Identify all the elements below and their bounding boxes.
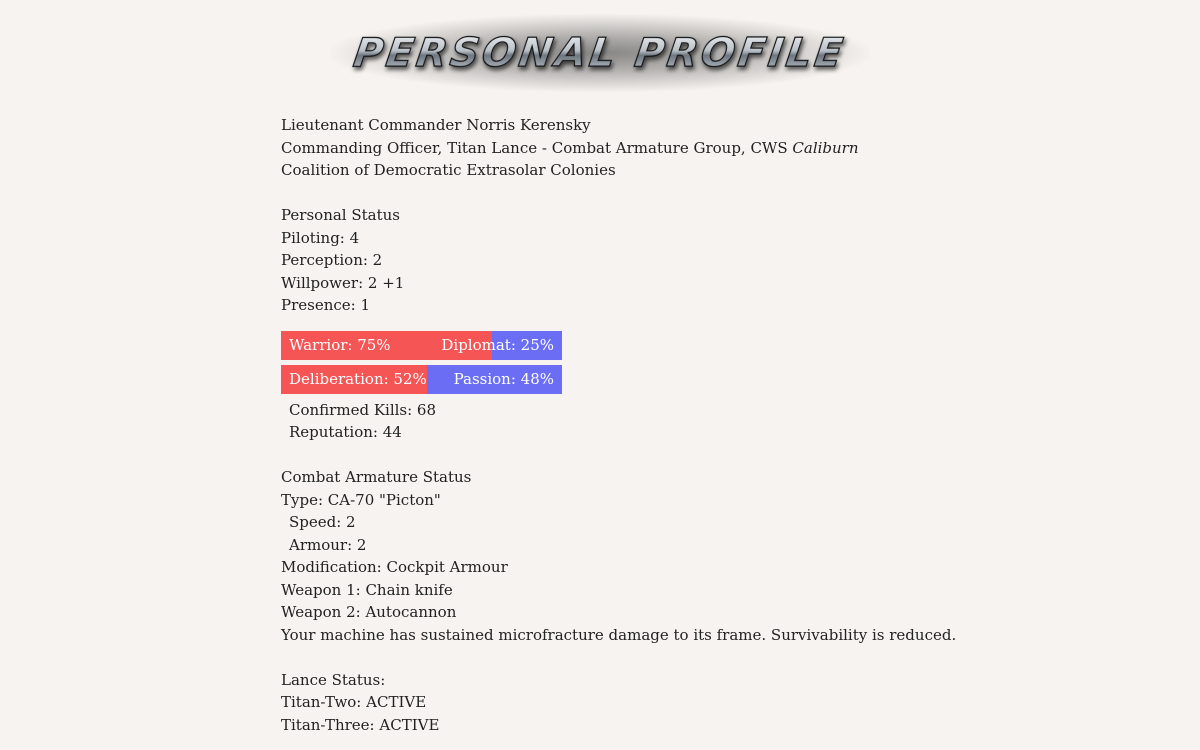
personal-status-heading: Personal Status <box>281 206 400 224</box>
stat-piloting: Piloting: 4 <box>281 228 360 247</box>
rank-name: Lieutenant Commander Norris Kerensky <box>281 116 591 134</box>
armature-type: Type: CA-70 "Picton" <box>281 490 441 509</box>
stat-willpower: Willpower: 2 +1 <box>281 273 405 292</box>
profile-banner <box>330 14 870 92</box>
lance-member-titan-two: Titan-Two: ACTIVE <box>281 693 427 711</box>
warrior-label: Warrior: 75% <box>289 335 391 354</box>
banner-title: PERSONAL PROFILE <box>351 30 849 76</box>
lance-member-titan-three: Titan-Three: ACTIVE <box>281 715 440 734</box>
damage-note: Your machine has sustained microfracture damage to its frame. Survivability is reduced. <box>281 625 957 644</box>
alignment-bars <box>281 331 921 394</box>
armature-status-heading: Combat Armature Status <box>281 468 472 486</box>
stat-perception: Perception: 2 <box>281 251 383 269</box>
armature-weapon-2: Weapon 2: Autocannon <box>281 603 457 621</box>
armature-weapon-1: Weapon 1: Chain knife <box>281 580 453 599</box>
warrior-diplomat-bar <box>281 331 562 360</box>
confirmed-kills: Confirmed Kills: 68 <box>289 400 437 419</box>
deliberation-label: Deliberation: 52% <box>289 369 427 388</box>
passion-label: Passion: 48% <box>453 369 554 388</box>
lance-status-heading: Lance Status: <box>281 670 386 689</box>
armature-modification: Modification: Cockpit Armour <box>281 558 508 576</box>
reputation: Reputation: 44 <box>289 423 402 441</box>
armature-armour: Armour: 2 <box>289 535 367 554</box>
position-text: Commanding Officer, Titan Lance - Combat Armature Group, CWS <box>281 138 793 157</box>
armature-speed: Speed: 2 <box>289 513 356 531</box>
deliberation-passion-bar <box>281 365 562 394</box>
stat-presence: Presence: 1 <box>281 296 371 314</box>
ship-name: Caliburn <box>792 138 859 157</box>
faction: Coalition of Democratic Extrasolar Colonies <box>281 161 616 179</box>
position-line <box>281 137 921 160</box>
diplomat-label: Diplomat: 25% <box>441 335 554 354</box>
profile-content <box>281 114 957 736</box>
